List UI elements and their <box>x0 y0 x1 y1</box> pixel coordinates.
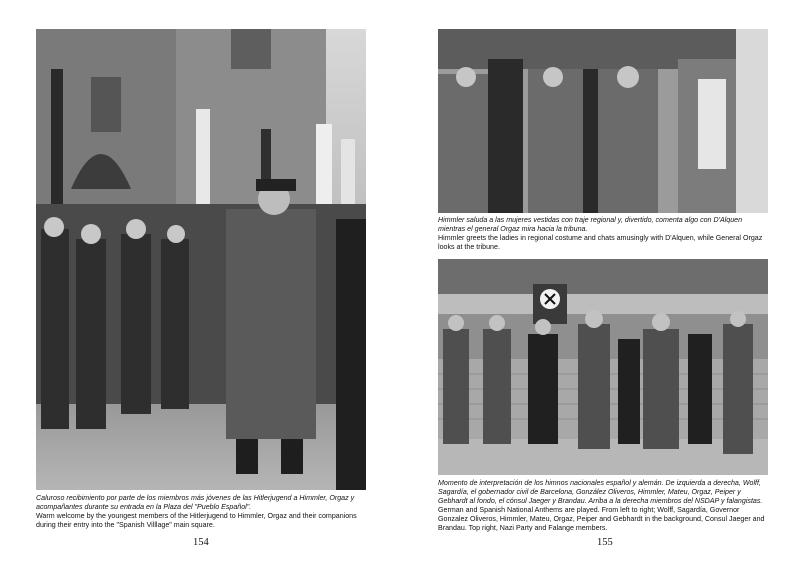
photo-himmler-greets-ladies <box>438 29 768 213</box>
left-caption-english: Warm welcome by the youngest members of the Hitlerjugend to Himmler, Orgaz and their companions during their entry into the "Spanish Villlage" main square. <box>36 512 357 529</box>
right-bottom-caption-spanish: Momento de interpretación de los himnos nacionales español y alemán. De izquierda a derecha, Wolff, Sagardía, el gobernador civil de Barcelona, González Oliveros, Himmler, Mateu, Orgaz, Peiper y Gebhardt al fondo, el cónsul Jaeger y Brandau. Arriba a la derecha miembros del NSDAP y falangistas. <box>438 479 763 505</box>
right-top-caption-english: Himmler greets the ladies in regional costume and chats amusingly with D'Alquen, while General Orgaz looks at the tribune. <box>438 234 763 251</box>
right-bottom-caption <box>438 479 768 533</box>
right-top-caption <box>438 216 768 252</box>
photo-national-anthems <box>438 259 768 475</box>
page-number-left: 154 <box>193 537 209 548</box>
right-top-caption-spanish: Himmler saluda a las mujeres vestidas con traje regional y, divertido, comenta algo con D'Alquen mientras el general Orgaz mira hacia la tribuna. <box>438 216 743 233</box>
photo-youth-welcome <box>36 29 366 490</box>
page-number-right: 155 <box>597 537 613 548</box>
right-page <box>403 0 805 568</box>
left-page <box>0 0 402 568</box>
left-caption-spanish: Caluroso recibimiento por parte de los miembros más jóvenes de las Hitlerjugend a Himmler, Orgaz y acompañantes durante su entrada en la Plaza del "Pueblo Español". <box>36 494 355 511</box>
right-bottom-caption-english: German and Spanish National Anthems are played. From left to right; Wolff, Sagardía, Governor Gonzalez Oliveros, Himmler, Mateu, Orgaz, Peiper and Gebhardt in the background, Consul Jaeger and Brandau. Top right, Nazi Party and Falange members. <box>438 506 765 532</box>
left-caption <box>36 494 366 530</box>
